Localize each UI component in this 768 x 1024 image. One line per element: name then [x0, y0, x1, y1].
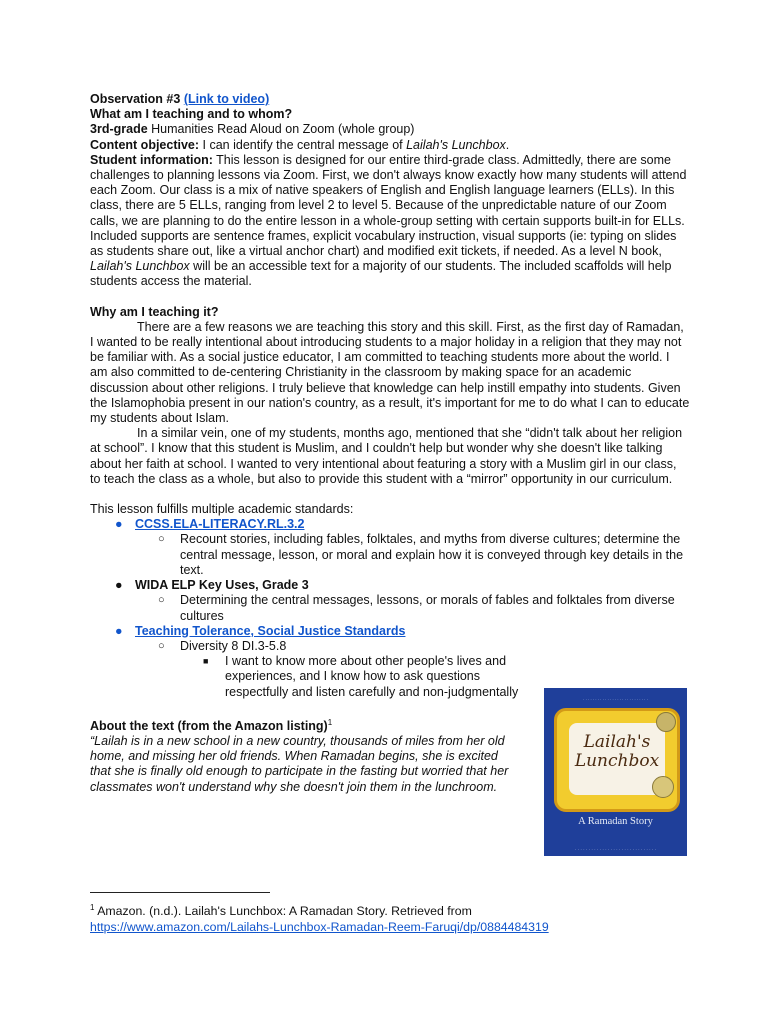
- list-item: ○ Diversity 8 DI.3-5.8 ■ I want to know more about other people's lives and experiences, and I know how to ask questions respectfully and listen carefully and non-judgmentally: [180, 639, 690, 700]
- footnote-mark: 1: [90, 903, 95, 912]
- book-cover-image: [544, 688, 687, 856]
- why-heading: Why am I teaching it?: [90, 304, 219, 319]
- grade-line: 3rd-grade Humanities Read Aloud on Zoom (whole group): [90, 122, 415, 137]
- teaching-tolerance-link[interactable]: Teaching Tolerance, Social Justice Standards: [135, 623, 406, 638]
- list-item: ○ Determining the central messages, lessons, or morals of fables and folktales from diverse cultures: [158, 593, 675, 623]
- standards-intro: This lesson fulfills multiple academic standards:: [90, 502, 354, 517]
- cover-credits-decoration: · · · · · · · · · · · · · · · · · · · · · · · · · · · · · ·: [574, 847, 657, 852]
- hollow-bullet-icon: ○: [158, 639, 165, 652]
- list-item: ○ Recount stories, including fables, folktales, and myths from diverse cultures; determine the central message, lesson, or moral and explain how it is conveyed through key details in the text.: [158, 532, 684, 577]
- teaching-whom-heading: What am I teaching and to whom?: [90, 107, 293, 122]
- ccss-link[interactable]: CCSS.ELA-LITERACY.RL.3.2: [135, 517, 305, 532]
- standards-list: [90, 517, 690, 699]
- bullet-icon: ●: [115, 578, 123, 593]
- about-heading: About the text (from the Amazon listing)$^1$: [90, 717, 333, 733]
- hollow-bullet-icon: ○: [158, 594, 165, 607]
- footnote-divider: [90, 892, 270, 893]
- cover-title-1: Lailah's: [583, 732, 651, 752]
- square-bullet-icon: ■: [203, 656, 209, 667]
- amazon-link[interactable]: https://www.amazon.com/Lailahs-Lunchbox-Ramadan-Reem-Faruqi/dp/0884484319: [90, 919, 549, 934]
- hollow-bullet-icon: ○: [158, 533, 165, 546]
- award-seal-icon: [656, 712, 676, 732]
- observation-label: Observation #3: [90, 92, 181, 106]
- bullet-icon: ●: [115, 517, 123, 532]
- list-item: ■ I want to know more about other people's lives and experiences, and I know how to ask questions respectfully and listen carefully and non-judgmentally: [203, 654, 519, 699]
- bullet-icon: ●: [115, 623, 123, 638]
- student-info: Student information: This lesson is designed for our entire third-grade class. Admittedly, there are some challenges to planning lessons via Zoom. First, we don't always know exactly how many students will attend each Zoom. Our class is a mix of native speakers of English and English language learners (ELLs). In this class, there are 5 ELLs, ranging from level 2 to level 5. Because of the unpredictable nature of our Zoom calls, we are planning to do the entire lesson in a whole-group setting with certain supports built-in for ELLs. Included supports are sentence frames, explicit vocabulary instruction, visual supports (ie: typing on slides as students share out, like a virtual anchor chart) and modified exit tickets, if needed. As a level N book, Lailah's Lunchbox will be an accessible text for a majority of our students. The included scaffolds will help students access the material.: [90, 152, 687, 289]
- list-item: ● WIDA ELP Key Uses, Grade 3 ○ Determining the central messages, lessons, or morals of fables and folktales from diverse cultures: [135, 578, 690, 624]
- why-paragraph-2: In a similar vein, one of my students, months ago, mentioned that she “didn't talk about her religion at school”. I know that this student is Muslim, and I couldn't help but wonder why she doesn't like talking about her faith at school. I wanted to very intentional about featuring a story with a Muslim girl in our class, to teach the class as a whole, but also to provide this student with a “mirror” opportunity in our curriculum.: [90, 426, 683, 486]
- award-seal-icon: [652, 776, 674, 798]
- footnote-ref[interactable]: 1: [327, 717, 333, 727]
- video-link[interactable]: (Link to video): [183, 92, 270, 106]
- footnote: $^1$ Amazon. (n.d.). Lailah's Lunchbox: A Ramadan Story. Retrieved from https://www.amazon.com/Lailahs-Lunchbox-Ramadan-Reem-Faruqi/dp/0884484319: [90, 903, 549, 934]
- cover-subtitle: A Ramadan Story: [578, 816, 653, 827]
- cover-blurb-decoration: · · · · · · · · · · · · · · · · · · · · · · · · · · ·: [583, 697, 648, 702]
- observation-line: [90, 92, 690, 107]
- why-paragraph-1: There are a few reasons we are teaching this story and this skill. First, as the first day of Ramadan, I wanted to be really intentional about introducing students to a major holiday in a religion that they may not be familiar with. As a social justice educator, I am committed to teaching students more about the world. I am also committed to de-centering Christianity in the classroom by making space for an academic discussion about other religions. I truly believe that knowledge can help instill empathy into students. Given the Islamophobia present in our nation's country, as a result, it's important for me to do what I can to educate my students about Islam.: [90, 319, 690, 426]
- about-quote: “Lailah is in a new school in a new country, thousands of miles from her old home, and missing her old friends. When Ramadan begins, she is excited that she is finally old enough to participate in the fasting but worried that her classmates won't understand why she doesn't join them in the lunchroom.: [90, 734, 509, 794]
- cover-title-2: Lunchbox: [574, 751, 660, 771]
- list-item: [115, 517, 690, 578]
- objective-line: Content objective: I can identify the central message of Lailah's Lunchbox.: [90, 137, 510, 152]
